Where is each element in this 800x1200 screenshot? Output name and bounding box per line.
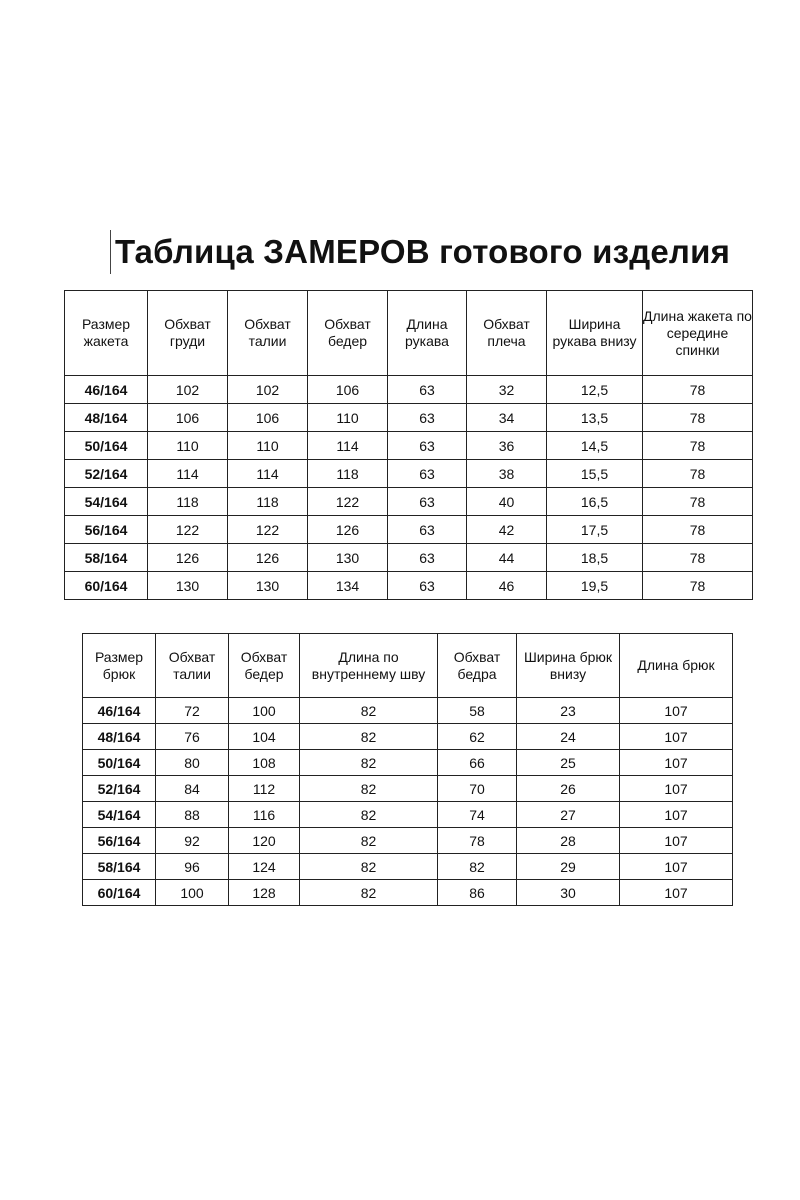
jacket-header-cell: Обхват плеча: [467, 291, 547, 376]
pants-table-row: [83, 854, 733, 880]
jacket-value-cell: 110: [148, 432, 228, 460]
pants-value-cell: 70: [438, 776, 517, 802]
jacket-value-cell: 12,5: [547, 376, 643, 404]
jacket-value-cell: 32: [467, 376, 547, 404]
jacket-value-cell: 102: [228, 376, 308, 404]
jacket-value-cell: 42: [467, 516, 547, 544]
pants-value-cell: 27: [517, 802, 620, 828]
pants-value-cell: 96: [156, 854, 229, 880]
jacket-size-cell: 54/164: [65, 488, 148, 516]
jacket-size-cell: 48/164: [65, 404, 148, 432]
jacket-value-cell: 63: [388, 572, 467, 600]
pants-value-cell: 107: [620, 828, 733, 854]
jacket-value-cell: 38: [467, 460, 547, 488]
pants-value-cell: 72: [156, 698, 229, 724]
jacket-value-cell: 118: [308, 460, 388, 488]
pants-value-cell: 82: [300, 698, 438, 724]
pants-value-cell: 25: [517, 750, 620, 776]
jacket-table-row: [65, 544, 753, 572]
jacket-value-cell: 122: [228, 516, 308, 544]
jacket-table-body: [65, 376, 753, 600]
jacket-value-cell: 16,5: [547, 488, 643, 516]
pants-value-cell: 120: [229, 828, 300, 854]
jacket-value-cell: 78: [643, 460, 753, 488]
pants-value-cell: 107: [620, 802, 733, 828]
pants-size-cell: 58/164: [83, 854, 156, 880]
jacket-value-cell: 63: [388, 516, 467, 544]
pants-value-cell: 82: [300, 880, 438, 906]
pants-header-cell: Длина по внутреннему шву: [300, 634, 438, 698]
jacket-value-cell: 40: [467, 488, 547, 516]
jacket-value-cell: 102: [148, 376, 228, 404]
pants-value-cell: 107: [620, 880, 733, 906]
jacket-value-cell: 118: [148, 488, 228, 516]
pants-value-cell: 78: [438, 828, 517, 854]
jacket-header-cell: Ширина рукава внизу: [547, 291, 643, 376]
pants-value-cell: 58: [438, 698, 517, 724]
jacket-table-row: [65, 432, 753, 460]
pants-value-cell: 86: [438, 880, 517, 906]
jacket-value-cell: 78: [643, 432, 753, 460]
pants-header-cell: Обхват талии: [156, 634, 229, 698]
pants-value-cell: 80: [156, 750, 229, 776]
pants-value-cell: 26: [517, 776, 620, 802]
pants-size-cell: 60/164: [83, 880, 156, 906]
page-title: Таблица ЗАМЕРОВ готового изделия: [110, 230, 730, 274]
jacket-value-cell: 18,5: [547, 544, 643, 572]
jacket-measurements-table: [64, 290, 753, 600]
pants-value-cell: 30: [517, 880, 620, 906]
pants-header-cell: Ширина брюк внизу: [517, 634, 620, 698]
jacket-value-cell: 34: [467, 404, 547, 432]
pants-header-row: [83, 634, 733, 698]
pants-value-cell: 107: [620, 750, 733, 776]
jacket-header-cell: Обхват талии: [228, 291, 308, 376]
jacket-value-cell: 122: [308, 488, 388, 516]
jacket-value-cell: 118: [228, 488, 308, 516]
jacket-value-cell: 13,5: [547, 404, 643, 432]
jacket-value-cell: 63: [388, 376, 467, 404]
pants-value-cell: 100: [229, 698, 300, 724]
jacket-value-cell: 106: [308, 376, 388, 404]
pants-value-cell: 88: [156, 802, 229, 828]
jacket-value-cell: 44: [467, 544, 547, 572]
pants-value-cell: 116: [229, 802, 300, 828]
pants-value-cell: 74: [438, 802, 517, 828]
pants-value-cell: 124: [229, 854, 300, 880]
pants-value-cell: 82: [300, 854, 438, 880]
jacket-header-row: [65, 291, 753, 376]
jacket-value-cell: 63: [388, 432, 467, 460]
pants-value-cell: 24: [517, 724, 620, 750]
pants-value-cell: 82: [300, 828, 438, 854]
jacket-value-cell: 122: [148, 516, 228, 544]
pants-size-cell: 56/164: [83, 828, 156, 854]
jacket-value-cell: 63: [388, 460, 467, 488]
pants-value-cell: 112: [229, 776, 300, 802]
pants-table-row: [83, 750, 733, 776]
jacket-value-cell: 114: [148, 460, 228, 488]
jacket-value-cell: 19,5: [547, 572, 643, 600]
jacket-table-row: [65, 460, 753, 488]
pants-value-cell: 29: [517, 854, 620, 880]
pants-measurements-table: [82, 633, 733, 906]
jacket-value-cell: 15,5: [547, 460, 643, 488]
pants-value-cell: 100: [156, 880, 229, 906]
jacket-value-cell: 126: [148, 544, 228, 572]
jacket-size-cell: 60/164: [65, 572, 148, 600]
pants-value-cell: 62: [438, 724, 517, 750]
jacket-value-cell: 130: [148, 572, 228, 600]
jacket-value-cell: 78: [643, 488, 753, 516]
pants-size-cell: 52/164: [83, 776, 156, 802]
pants-value-cell: 66: [438, 750, 517, 776]
jacket-value-cell: 126: [228, 544, 308, 572]
jacket-table-row: [65, 572, 753, 600]
jacket-value-cell: 78: [643, 404, 753, 432]
pants-value-cell: 107: [620, 698, 733, 724]
jacket-value-cell: 78: [643, 544, 753, 572]
pants-value-cell: 82: [300, 776, 438, 802]
pants-value-cell: 107: [620, 854, 733, 880]
jacket-value-cell: 110: [308, 404, 388, 432]
jacket-value-cell: 78: [643, 376, 753, 404]
jacket-value-cell: 78: [643, 572, 753, 600]
jacket-size-cell: 50/164: [65, 432, 148, 460]
pants-value-cell: 82: [300, 750, 438, 776]
pants-header-cell: Размер брюк: [83, 634, 156, 698]
jacket-header-cell: Обхват груди: [148, 291, 228, 376]
pants-value-cell: 23: [517, 698, 620, 724]
jacket-table-row: [65, 488, 753, 516]
pants-value-cell: 107: [620, 776, 733, 802]
pants-value-cell: 82: [438, 854, 517, 880]
jacket-size-cell: 52/164: [65, 460, 148, 488]
jacket-table-row: [65, 516, 753, 544]
pants-value-cell: 104: [229, 724, 300, 750]
jacket-table-row: [65, 404, 753, 432]
jacket-value-cell: 126: [308, 516, 388, 544]
jacket-header-cell: Длина рукава: [388, 291, 467, 376]
jacket-value-cell: 134: [308, 572, 388, 600]
jacket-header-cell: Размер жакета: [65, 291, 148, 376]
pants-value-cell: 28: [517, 828, 620, 854]
jacket-value-cell: 17,5: [547, 516, 643, 544]
jacket-value-cell: 63: [388, 404, 467, 432]
pants-header-cell: Обхват бедер: [229, 634, 300, 698]
pants-value-cell: 107: [620, 724, 733, 750]
pants-table-body: [83, 698, 733, 906]
pants-table-row: [83, 698, 733, 724]
pants-header-cell: Обхват бедра: [438, 634, 517, 698]
pants-value-cell: 76: [156, 724, 229, 750]
jacket-value-cell: 114: [228, 460, 308, 488]
jacket-value-cell: 36: [467, 432, 547, 460]
jacket-table-row: [65, 376, 753, 404]
jacket-size-cell: 56/164: [65, 516, 148, 544]
jacket-header-cell: Обхват бедер: [308, 291, 388, 376]
jacket-value-cell: 130: [228, 572, 308, 600]
pants-value-cell: 92: [156, 828, 229, 854]
pants-size-cell: 46/164: [83, 698, 156, 724]
pants-header-cell: Длина брюк: [620, 634, 733, 698]
jacket-value-cell: 63: [388, 544, 467, 572]
jacket-value-cell: 14,5: [547, 432, 643, 460]
jacket-value-cell: 78: [643, 516, 753, 544]
pants-value-cell: 128: [229, 880, 300, 906]
pants-size-cell: 50/164: [83, 750, 156, 776]
jacket-value-cell: 106: [148, 404, 228, 432]
pants-size-cell: 54/164: [83, 802, 156, 828]
jacket-value-cell: 110: [228, 432, 308, 460]
pants-value-cell: 84: [156, 776, 229, 802]
pants-table-row: [83, 880, 733, 906]
jacket-header-cell: Длина жакета по середине спинки: [643, 291, 753, 376]
pants-table-row: [83, 724, 733, 750]
pants-value-cell: 108: [229, 750, 300, 776]
pants-size-cell: 48/164: [83, 724, 156, 750]
jacket-value-cell: 114: [308, 432, 388, 460]
pants-table-row: [83, 776, 733, 802]
jacket-value-cell: 46: [467, 572, 547, 600]
jacket-size-cell: 46/164: [65, 376, 148, 404]
jacket-size-cell: 58/164: [65, 544, 148, 572]
pants-value-cell: 82: [300, 724, 438, 750]
pants-table-row: [83, 802, 733, 828]
jacket-value-cell: 63: [388, 488, 467, 516]
jacket-value-cell: 130: [308, 544, 388, 572]
jacket-value-cell: 106: [228, 404, 308, 432]
pants-table-row: [83, 828, 733, 854]
pants-value-cell: 82: [300, 802, 438, 828]
